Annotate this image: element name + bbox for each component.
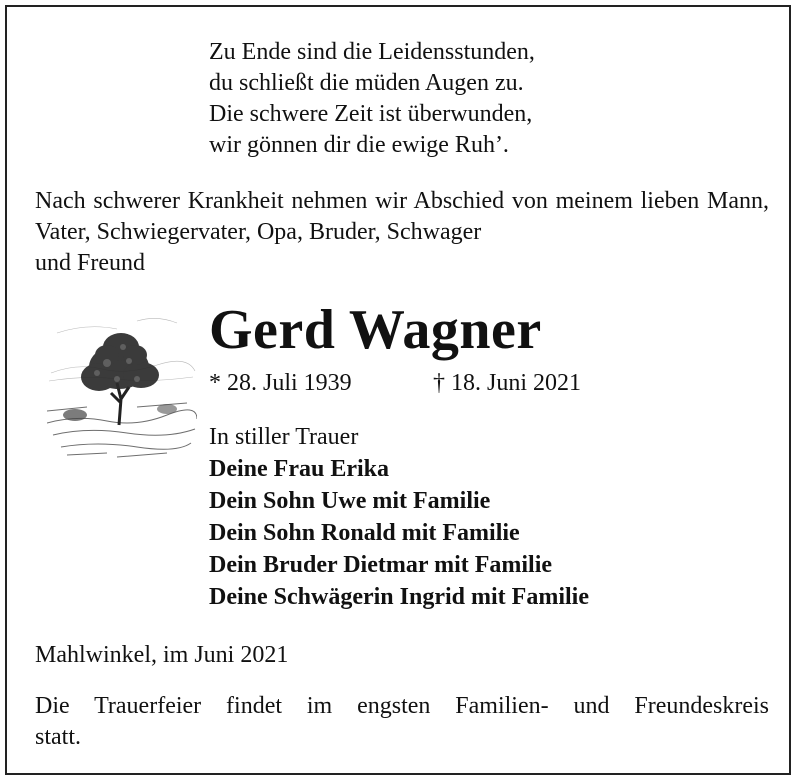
place-and-date: Mahlwinkel, im Juni 2021 (35, 642, 289, 668)
intro-line-2: lieben Mann, Vater, Schwiegervater, Opa, Bruder, Schwager (35, 188, 770, 245)
life-dates (209, 368, 582, 399)
ceremony-line-2: statt. (35, 724, 81, 750)
intro-line-1: Nach schwerer Krankheit nehmen wir Abschied von meinem (35, 188, 641, 214)
mourner-name: Dein Bruder Dietmar mit Familie (209, 552, 553, 578)
obituary-notice (5, 5, 791, 775)
tree-landscape-illustration-icon (47, 303, 197, 465)
mourner-name: Dein Sohn Ronald mit Familie (209, 520, 520, 546)
intro-text (35, 186, 769, 279)
mourner-name: Dein Sohn Uwe mit Familie (209, 488, 491, 514)
death-date: † 18. Juni 2021 (433, 370, 582, 396)
birth-date: * 28. Juli 1939 (209, 370, 352, 396)
mourner-name: Deine Frau Erika (209, 456, 389, 482)
ceremony-line-1: Die Trauerfeier findet im engsten Familien- und Freundeskreis (35, 693, 769, 719)
poem-line: du schließt die müden Augen zu. (209, 70, 524, 96)
poem-line: Zu Ende sind die Leidensstunden, (209, 39, 535, 65)
deceased-name: Gerd Wagner (209, 299, 542, 361)
poem-line: wir gönnen dir die ewige Ruh’. (209, 132, 509, 158)
intro-line-3: und Freund (35, 250, 145, 276)
mourning-lead: In stiller Trauer (209, 424, 359, 450)
mourners-block (209, 421, 589, 613)
poem (209, 37, 535, 161)
poem-line: Die schwere Zeit ist überwunden, (209, 101, 533, 127)
ceremony-notice (35, 691, 769, 753)
mourner-name: Deine Schwägerin Ingrid mit Familie (209, 584, 589, 610)
